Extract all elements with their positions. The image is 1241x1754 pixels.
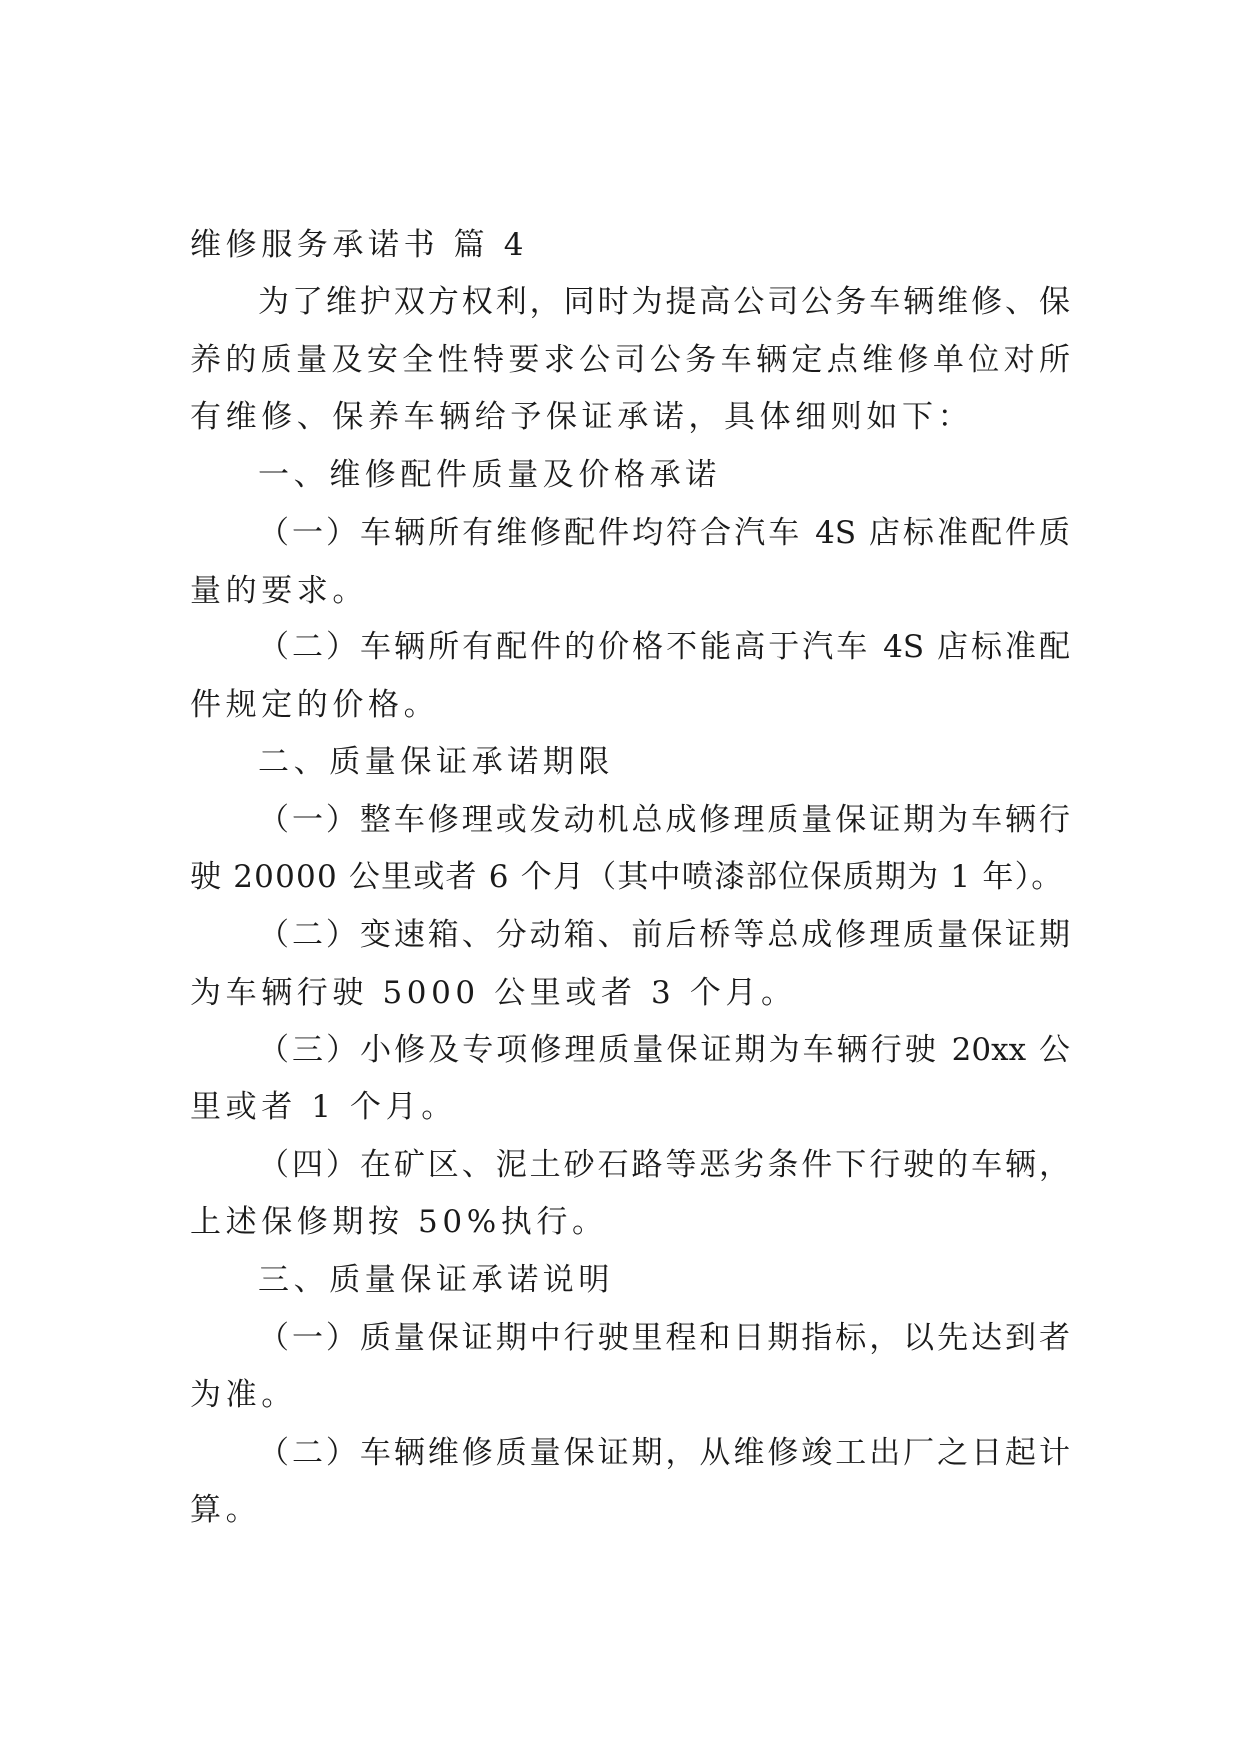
paragraph-line: （一）车辆所有维修配件均符合汽车 4S 店标准配件质 — [258, 515, 1070, 551]
paragraph-line: （二）车辆维修质量保证期，从维修竣工出厂之日起计 — [258, 1435, 1070, 1471]
paragraph-line: 上述保修期按 50%执行。 — [190, 1204, 608, 1240]
paragraph-line: 算。 — [190, 1492, 262, 1528]
paragraph-line: 件规定的价格。 — [190, 687, 440, 723]
paragraph-line: 为了维护双方权利，同时为提高公司公务车辆维修、保 — [258, 284, 1070, 320]
section-heading: 一、维修配件质量及价格承诺 — [258, 457, 721, 493]
paragraph-line: 养的质量及安全性特要求公司公务车辆定点维修单位对所 — [190, 342, 1070, 378]
paragraph-line: （三）小修及专项修理质量保证期为车辆行驶 20xx 公 — [258, 1032, 1070, 1068]
paragraph-line: 为车辆行驶 5000 公里或者 3 个月。 — [190, 975, 797, 1011]
paragraph-line: （四）在矿区、泥土砂石路等恶劣条件下行驶的车辆， — [258, 1147, 1070, 1183]
section-heading: 三、质量保证承诺说明 — [258, 1262, 614, 1298]
section-heading: 二、质量保证承诺期限 — [258, 744, 614, 780]
paragraph-line: 为准。 — [190, 1377, 297, 1413]
paragraph-line: 有维修、保养车辆给予保证承诺，具体细则如下： — [190, 399, 974, 435]
paragraph-line: （一）质量保证期中行驶里程和日期指标，以先达到者 — [258, 1320, 1070, 1356]
paragraph-line: 驶 20000 公里或者 6 个月（其中喷漆部位保质期为 1 年）。 — [190, 859, 1064, 895]
document-title: 维修服务承诺书 篇 4 — [190, 227, 529, 263]
paragraph-line: （二）车辆所有配件的价格不能高于汽车 4S 店标准配 — [258, 629, 1070, 665]
paragraph-line: 里或者 1 个月。 — [190, 1089, 457, 1125]
paragraph-line: 量的要求。 — [190, 573, 368, 609]
paragraph-line: （一）整车修理或发动机总成修理质量保证期为车辆行 — [258, 802, 1070, 838]
paragraph-line: （二）变速箱、分动箱、前后桥等总成修理质量保证期 — [258, 917, 1070, 953]
